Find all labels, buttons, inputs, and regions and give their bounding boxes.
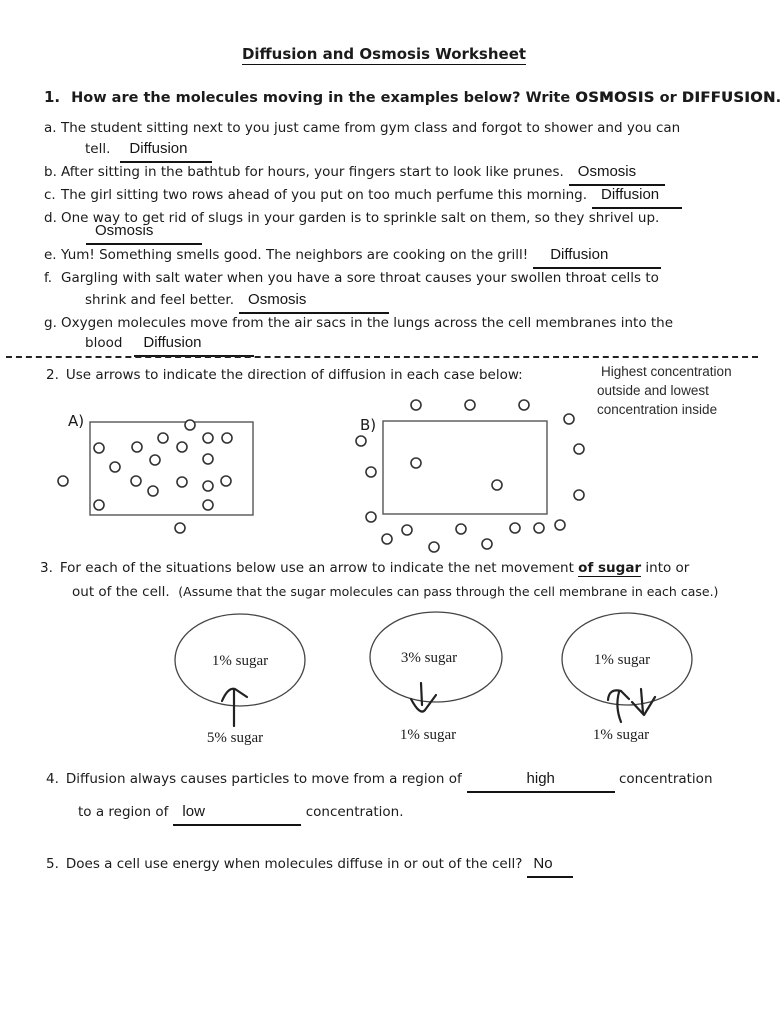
molecule-circle-inside (110, 462, 120, 472)
molecule-circle-inside (203, 433, 213, 443)
molecule-circle-inside (203, 481, 213, 491)
q1-answer-d: Osmosis (95, 222, 154, 239)
molecule-circle-outside (366, 467, 376, 477)
molecule-circle-outside (574, 444, 584, 454)
question-3-prompt-line2: out of the cell. (Assume that the sugar molecules can pass through the cell membrane in each case.) (72, 584, 719, 600)
molecule-circle-inside (177, 477, 187, 487)
q1-answer-c-blank (592, 186, 682, 209)
q3-assumption-note: (Assume that the sugar molecules can pass through the cell membrane in each case.) (178, 584, 719, 599)
page-title: Diffusion and Osmosis Worksheet (241, 45, 527, 63)
molecule-circle-inside (222, 433, 232, 443)
molecule-circle-outside (58, 476, 68, 486)
molecule-circle-inside (94, 443, 104, 453)
question-5: 5. Does a cell use energy when molecules diffuse in or out of the cell? No (46, 855, 573, 878)
question-3-prompt-line1: 3. For each of the situations below use an arrow to indicate the net movement of sugar into or (40, 560, 690, 576)
molecule-circle-outside (429, 542, 439, 552)
q1-item-g-line2: blood Diffusion (85, 334, 254, 357)
q1-answer-g-blank (134, 334, 254, 357)
q1-item-a-line2: tell. Diffusion (85, 140, 212, 163)
cell-2-inside-label: 3% sugar (400, 650, 458, 666)
q3-cells-figure (0, 603, 768, 753)
molecule-circle-outside (402, 525, 412, 535)
q5-answer: No (533, 855, 553, 872)
molecule-circle-outside (465, 400, 475, 410)
diagram-a-label: A) (68, 412, 85, 430)
question-1-number: 1. (44, 88, 61, 106)
q1-item-d-line1: d. One way to get rid of slugs in your garden is to sprinkle salt on them, so they shrivel up. (44, 210, 660, 226)
cell-2-arrow-out-of-cell (421, 683, 422, 705)
q1-item-d-line2 (86, 222, 202, 245)
q1-item-f-line1: f. Gargling with salt water when you have a sore throat causes your swollen throat cells to (44, 270, 659, 286)
q1-answer-e-blank (533, 246, 661, 269)
cell-3-arrow-in (617, 692, 621, 722)
keyword-of-sugar: of sugar (578, 560, 642, 576)
q1-item-c: c. The girl sitting two rows ahead of you put on too much perfume this morning. Diffusion (44, 186, 682, 209)
q1-answer-f-blank (239, 291, 389, 314)
molecule-circle-outside (382, 534, 392, 544)
diagram-b-label: B) (360, 416, 377, 434)
q4-answer-2: low (182, 803, 205, 820)
q1-answer-f: Osmosis (248, 291, 307, 308)
dashed-separator (6, 356, 758, 358)
molecule-circle-inside (158, 433, 168, 443)
q1-answer-e: Diffusion (550, 246, 609, 263)
molecule-circle-outside (366, 512, 376, 522)
q1-item-f-line2: shrink and feel better. Osmosis (85, 291, 389, 314)
q2-diagram-b (338, 388, 608, 560)
molecule-circle-outside (555, 520, 565, 530)
q1-answer-d-blank (86, 222, 202, 245)
q2-side-note: Highest concentration outside and lowest concentration inside (597, 364, 732, 417)
molecule-circle-outside (456, 524, 466, 534)
molecule-circle-outside (175, 523, 185, 533)
molecule-circle-inside (132, 442, 142, 452)
cell-2-arrowhead (411, 695, 436, 712)
molecule-circle-outside (482, 539, 492, 549)
q1-item-a-line1: a. The student sitting next to you just came from gym class and forgot to shower and you can (44, 120, 681, 136)
molecule-circle-outside (564, 414, 574, 424)
molecule-circle-inside (177, 442, 187, 452)
q1-answer-c: Diffusion (601, 186, 660, 203)
q2-diagram-a (40, 398, 320, 553)
molecule-circle-inside (185, 420, 195, 430)
q4-blank-1 (467, 770, 615, 793)
cell-3-outside-label: 1% sugar (592, 727, 650, 743)
question-2-prompt: 2. Use arrows to indicate the direction of diffusion in each case below: (46, 367, 523, 383)
question-1-prompt: 1. How are the molecules moving in the examples below? Write OSMOSIS or DIFFUSION. (44, 88, 781, 106)
molecule-circle-outside (519, 400, 529, 410)
question-4-line2: to a region of low concentration. (78, 803, 404, 826)
q5-blank (527, 855, 573, 878)
cell-1-outside-label: 5% sugar (206, 730, 264, 746)
molecule-circle-inside (131, 476, 141, 486)
cell-3-inside-label: 1% sugar (593, 652, 651, 668)
molecule-circle-inside (203, 454, 213, 464)
q4-answer-1: high (526, 770, 555, 787)
q1-answer-g: Diffusion (143, 334, 202, 351)
molecule-circle-inside (411, 458, 421, 468)
cell-3-arrow-out (641, 689, 643, 713)
molecule-circle-outside (510, 523, 520, 533)
cell-membrane-rect (383, 421, 547, 514)
question-4-number: 4. (46, 771, 59, 787)
molecule-circle-outside (411, 400, 421, 410)
question-3-number: 3. (40, 560, 53, 576)
q1-answer-a-blank (120, 140, 212, 163)
molecule-circle-inside (492, 480, 502, 490)
q1-answer-b-blank (569, 163, 665, 186)
keyword-diffusion: DIFFUSION (681, 90, 776, 106)
q1-answer-b: Osmosis (577, 163, 637, 180)
question-4-line1: 4. Diffusion always causes particles to move from a region of high concentration (46, 770, 713, 793)
molecule-circle-inside (150, 455, 160, 465)
keyword-osmosis: OSMOSIS (575, 90, 655, 106)
question-5-number: 5. (46, 856, 59, 872)
molecule-circle-inside (221, 476, 231, 486)
question-2-number: 2. (46, 367, 59, 383)
q1-item-e: e. Yum! Something smells good. The neighbors are cooking on the grill! Diffusion (44, 246, 661, 269)
q1-item-b: b. After sitting in the bathtub for hours, your fingers start to look like prunes. Osmosis (44, 163, 665, 186)
molecule-circle-inside (148, 486, 158, 496)
molecule-circle-outside (534, 523, 544, 533)
q1-answer-a: Diffusion (129, 140, 188, 157)
molecule-circle-outside (356, 436, 366, 446)
cell-1-inside-label: 1% sugar (211, 653, 269, 669)
q4-blank-2 (173, 803, 301, 826)
molecule-circle-outside (574, 490, 584, 500)
cell-2-outside-label: 1% sugar (399, 727, 457, 743)
molecule-circle-inside (203, 500, 213, 510)
q1-item-g-line1: g. Oxygen molecules move from the air sacs in the lungs across the cell membranes into the (44, 315, 674, 331)
molecule-circle-inside (94, 500, 104, 510)
